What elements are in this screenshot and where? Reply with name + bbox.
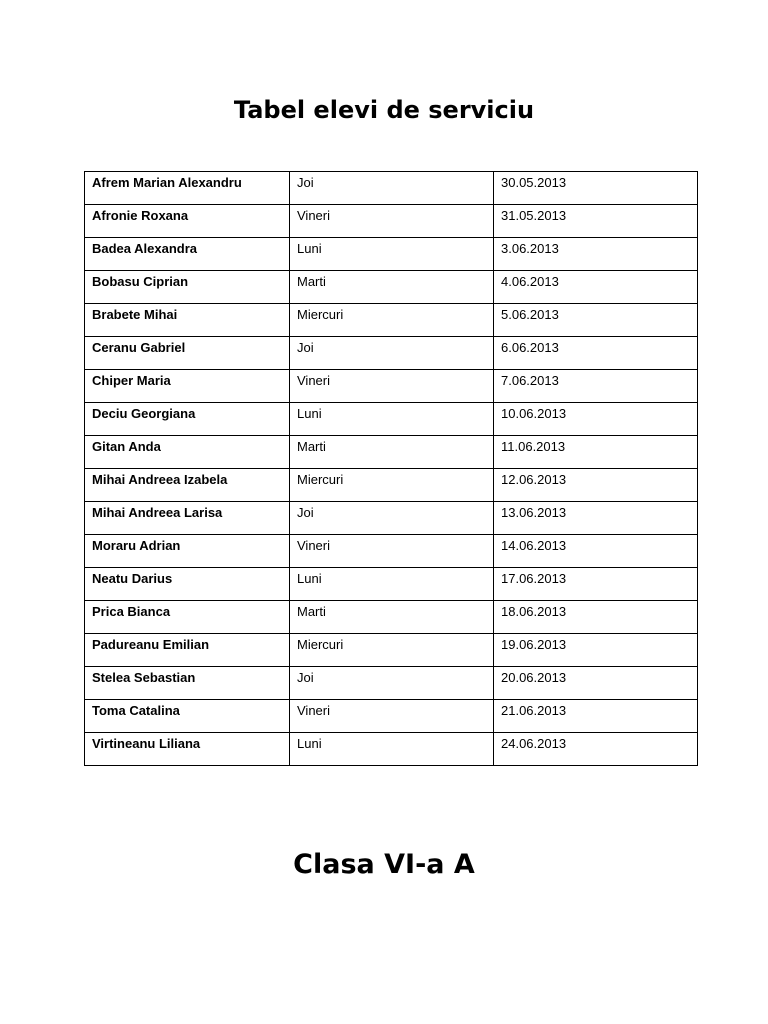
date-cell: 10.06.2013 [494,403,698,436]
student-name-cell: Chiper Maria [85,370,290,403]
table-row [85,502,698,535]
date-cell: 21.06.2013 [494,700,698,733]
document-title: Tabel elevi de serviciu [233,96,535,124]
weekday-cell: Joi [290,502,494,535]
student-name-cell: Toma Catalina [85,700,290,733]
date-cell: 20.06.2013 [494,667,698,700]
student-name-cell: Padureanu Emilian [85,634,290,667]
date-cell: 24.06.2013 [494,733,698,766]
weekday-cell: Luni [290,568,494,601]
date-cell: 11.06.2013 [494,436,698,469]
weekday-cell: Miercuri [290,469,494,502]
weekday-cell: Miercuri [290,634,494,667]
student-name-cell: Gitan Anda [85,436,290,469]
weekday-cell: Joi [290,667,494,700]
table-row [85,634,698,667]
student-name-cell: Mihai Andreea Larisa [85,502,290,535]
class-name-heading: Clasa VI-a A [293,849,475,880]
student-name-cell: Stelea Sebastian [85,667,290,700]
duty-roster-table [84,171,698,766]
student-name-cell: Brabete Mihai [85,304,290,337]
student-name-cell: Bobasu Ciprian [85,271,290,304]
table-row [85,601,698,634]
weekday-cell: Vineri [290,370,494,403]
weekday-cell: Luni [290,238,494,271]
date-cell: 5.06.2013 [494,304,698,337]
date-cell: 7.06.2013 [494,370,698,403]
date-cell: 4.06.2013 [494,271,698,304]
date-cell: 30.05.2013 [494,172,698,205]
weekday-cell: Luni [290,403,494,436]
table-row [85,469,698,502]
student-name-cell: Prica Bianca [85,601,290,634]
weekday-cell: Marti [290,601,494,634]
table-row [85,304,698,337]
student-name-cell: Neatu Darius [85,568,290,601]
date-cell: 17.06.2013 [494,568,698,601]
table-row [85,205,698,238]
date-cell: 14.06.2013 [494,535,698,568]
date-cell: 6.06.2013 [494,337,698,370]
student-name-cell: Badea Alexandra [85,238,290,271]
date-cell: 12.06.2013 [494,469,698,502]
student-name-cell: Afronie Roxana [85,205,290,238]
table-row [85,370,698,403]
student-name-cell: Deciu Georgiana [85,403,290,436]
weekday-cell: Joi [290,337,494,370]
table-row [85,733,698,766]
table-row [85,271,698,304]
date-cell: 18.06.2013 [494,601,698,634]
weekday-cell: Luni [290,733,494,766]
table-row [85,700,698,733]
table-row [85,667,698,700]
duty-roster-body [85,172,698,766]
date-cell: 3.06.2013 [494,238,698,271]
student-name-cell: Moraru Adrian [85,535,290,568]
weekday-cell: Joi [290,172,494,205]
date-cell: 31.05.2013 [494,205,698,238]
table-row [85,403,698,436]
table-row [85,337,698,370]
student-name-cell: Mihai Andreea Izabela [85,469,290,502]
table-row [85,535,698,568]
weekday-cell: Vineri [290,205,494,238]
weekday-cell: Marti [290,271,494,304]
table-row [85,172,698,205]
weekday-cell: Miercuri [290,304,494,337]
date-cell: 19.06.2013 [494,634,698,667]
student-name-cell: Afrem Marian Alexandru [85,172,290,205]
weekday-cell: Marti [290,436,494,469]
weekday-cell: Vineri [290,700,494,733]
table-row [85,238,698,271]
table-row [85,568,698,601]
date-cell: 13.06.2013 [494,502,698,535]
student-name-cell: Virtineanu Liliana [85,733,290,766]
student-name-cell: Ceranu Gabriel [85,337,290,370]
weekday-cell: Vineri [290,535,494,568]
table-row [85,436,698,469]
